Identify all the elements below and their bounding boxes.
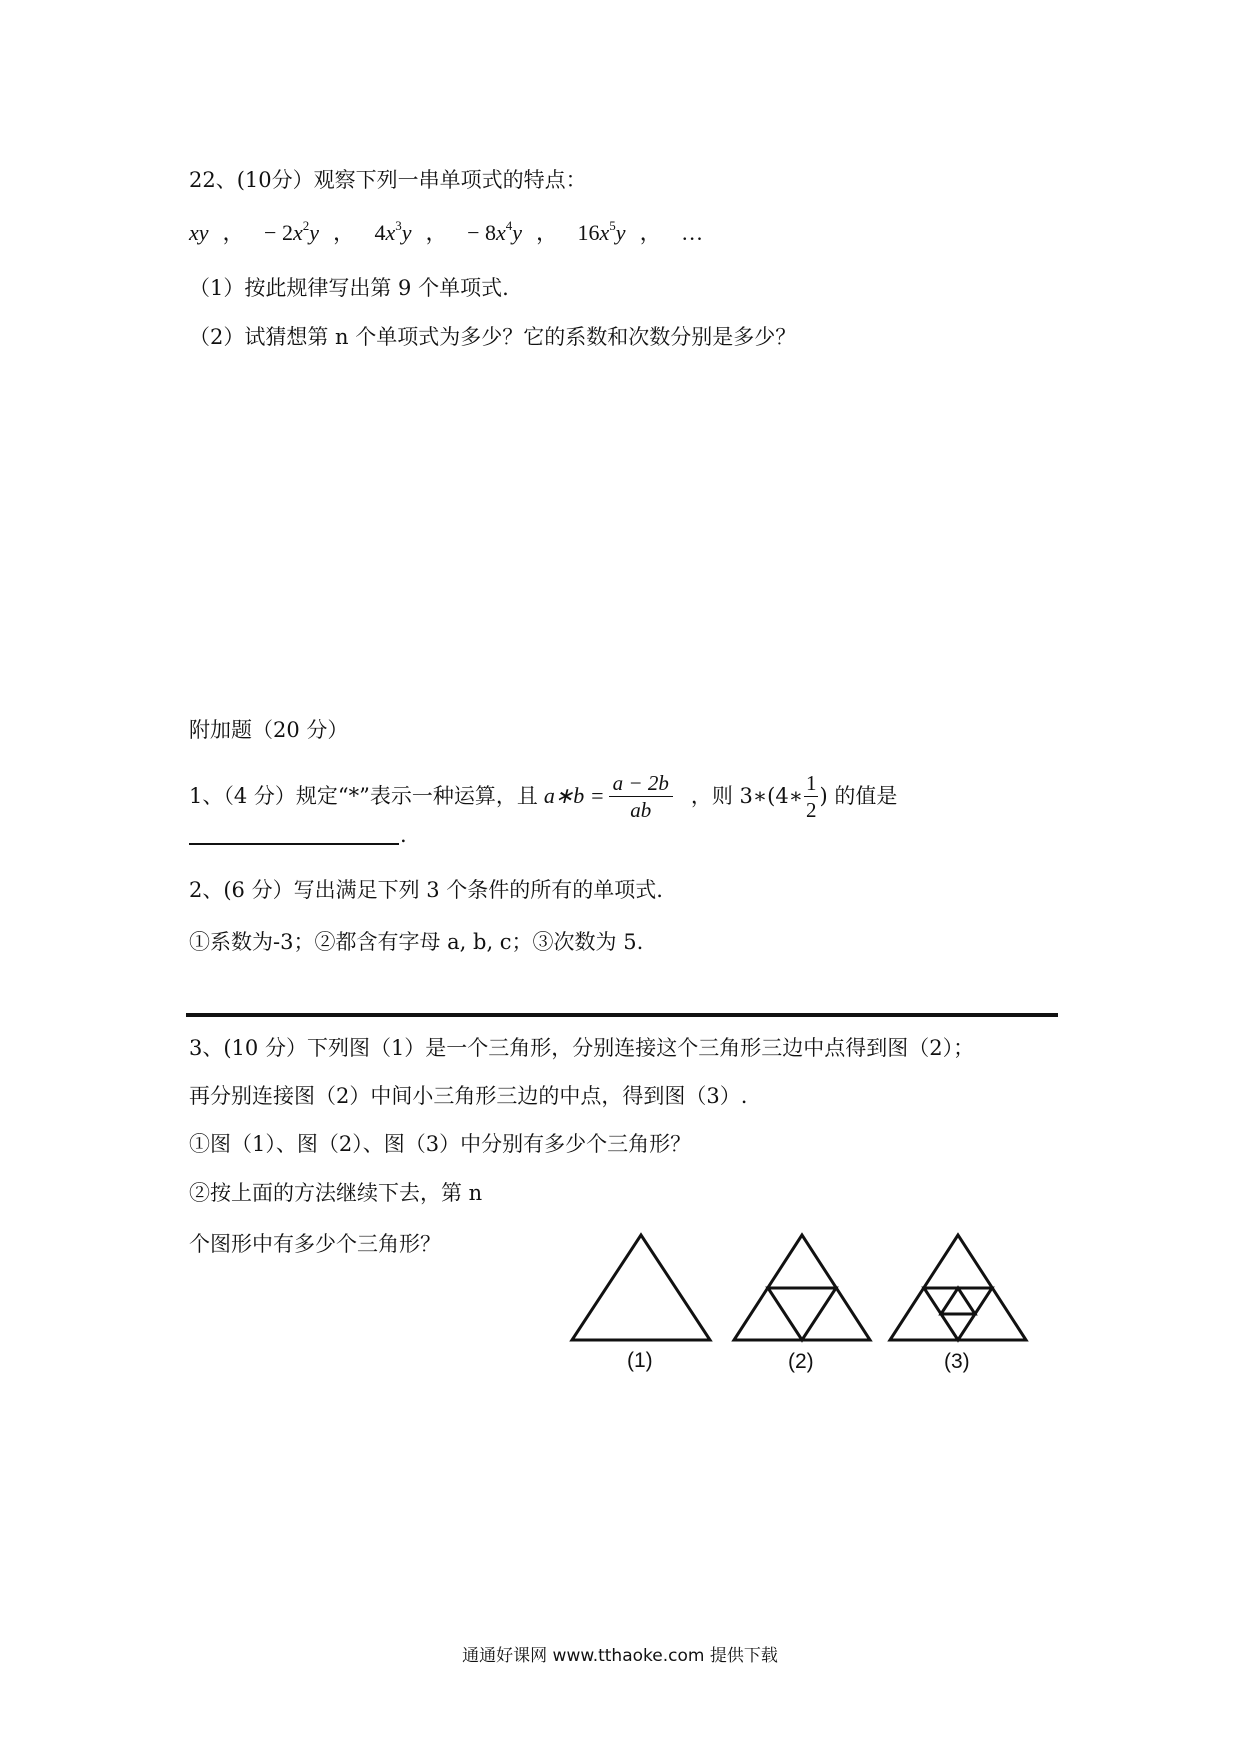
figure-2-midpoint-triangle	[768, 1288, 836, 1340]
ellipsis: …	[681, 220, 704, 245]
bonus-q3-line3: ①图（1）、图（2）、图（3）中分别有多少个三角形？	[189, 1132, 692, 1156]
footer-text: 通通好课网 www.tthaoke.com 提供下载	[462, 1646, 778, 1666]
figure-3-midpoint-triangle	[924, 1288, 992, 1340]
section-divider	[186, 1013, 1058, 1017]
bonus-q3-line5: 个图形中有多少个三角形？	[189, 1232, 441, 1256]
answer-blank-end: .	[400, 823, 407, 847]
figure-3-outer-triangle	[890, 1235, 1026, 1340]
figure-3-label: (3)	[944, 1350, 970, 1373]
bonus-q1-half: $\frac{1}{2}$	[805, 770, 817, 822]
bonus-q3-line4: ②按上面的方法继续下去，第 n	[189, 1181, 483, 1205]
bonus-q3-line1: 3、(10 分）下列图（1）是一个三角形，分别连接这个三角形三边中点得到图（2）；	[189, 1036, 975, 1060]
bonus-q1-lhs: a∗b =	[543, 783, 605, 808]
figure-2-outer-triangle	[734, 1235, 870, 1340]
figure-2-label: (2)	[788, 1350, 814, 1373]
term-4: − $8x^4y$	[467, 218, 523, 245]
bonus-q2-header: 2、(6 分）写出满足下列 3 个条件的所有的单项式.	[189, 878, 663, 902]
q22-header: 22、(10分）观察下列一串单项式的特点：	[189, 168, 587, 192]
bonus-q3-line2: 再分别连接图（2）中间小三角形三边的中点，得到图（3）.	[189, 1084, 748, 1108]
term-2: − $2x^2y$	[264, 218, 319, 245]
bonus-q1-suffix: ) 的值是	[819, 784, 898, 808]
q22-part2: （2）试猜想第 n 个单项式为多少？它的系数和次数分别是多少？	[189, 325, 797, 349]
bonus-title: 附加题（20 分）	[189, 718, 349, 742]
term-5: $16x^5y$	[577, 218, 626, 245]
figure-3-inner-triangle	[941, 1288, 975, 1314]
figure-1-label: (1)	[627, 1349, 653, 1372]
bonus-q1-prefix: 1、（4 分）规定“*”表示一种运算，且	[189, 784, 538, 808]
term-3: $4x^3y$	[374, 218, 412, 245]
bonus-q1-fraction: $\frac{a - 2b}{ab}$	[609, 770, 673, 823]
figure-1-triangle	[572, 1235, 710, 1340]
term-1: xy	[189, 220, 209, 245]
bonus-q2-conditions: ①系数为-3；②都含有字母 a, b, c；③次数为 5.	[189, 930, 644, 954]
q22-part1: （1）按此规律写出第 9 个单项式.	[189, 276, 509, 300]
answer-blank	[189, 843, 399, 845]
bonus-q1	[189, 766, 897, 826]
bonus-q1-mid: ，则 3∗(4∗	[690, 784, 803, 808]
q22-sequence: xy ， − $2x^2y$ ， $4x^3y$ ， − $8x^4y$ ， $16x^5y$ ， …	[189, 218, 704, 245]
